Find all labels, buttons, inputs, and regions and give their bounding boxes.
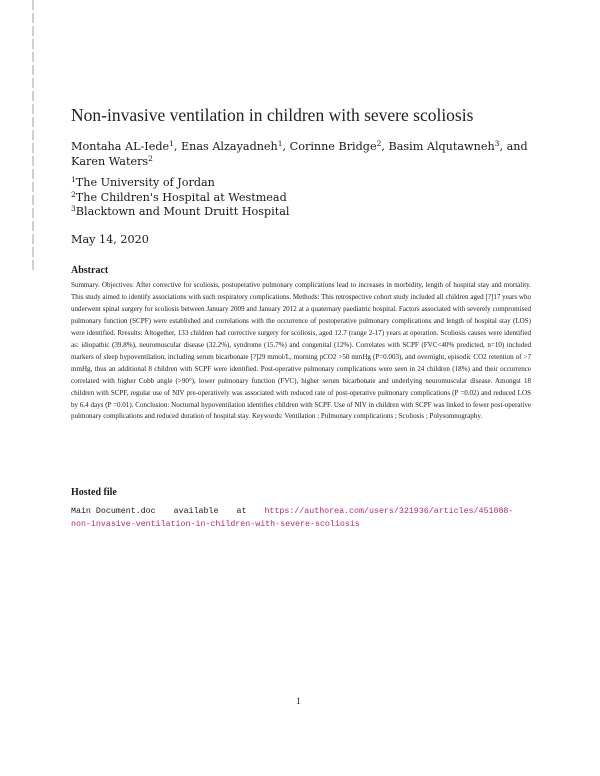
publication-date: May 14, 2020 <box>71 233 149 246</box>
author-affiliation-marker: 2 <box>376 139 382 148</box>
author-name: Basim Alqutawneh <box>388 140 495 153</box>
affiliation-number: 3 <box>71 204 76 213</box>
author-separator: , and <box>499 140 528 153</box>
author-affiliation-marker: 1 <box>169 139 174 148</box>
author-affiliation-marker: 2 <box>148 154 153 163</box>
hosted-file-heading: Hosted file <box>71 487 117 498</box>
author-name: Enas Alzayadneh <box>181 140 278 153</box>
abstract-heading: Abstract <box>71 265 109 276</box>
page-number: 1 <box>296 697 301 707</box>
author-name: Karen Waters <box>71 155 149 168</box>
author-name: Corinne Bridge <box>289 140 377 153</box>
hosted-at-word: at <box>236 507 247 516</box>
affiliation-item <box>71 205 471 220</box>
side-watermark <box>30 0 38 270</box>
affiliation-number: 2 <box>71 189 76 199</box>
affiliation-item <box>71 176 471 191</box>
author-affiliation-marker: 3 <box>494 139 500 148</box>
paper-title: Non-invasive ventilation in children with severe scoliosis <box>71 105 474 125</box>
author-separator: , <box>173 140 182 153</box>
affiliation-text: Blacktown and Mount Druitt Hospital <box>75 205 290 218</box>
affiliation-number: 1 <box>71 175 76 184</box>
affiliation-text: The University of Jordan <box>75 176 215 189</box>
abstract-text: Summary. Objectives: After corrective for scoliosis, postoperative pulmonary complications lead to increases in morbidity, length of hospital stay and mortality. This study aimed to identify associations with such respiratory complications. Methods: This retrospective cohort study included all children aged [?]17 years who underwent spinal surgery for scoliosis between January 2009 and January 2012 at a quaternary paediatric hospital. Factors associated with severely compromised pulmonary function (SCPF) were established and correlations with the occurrence of postoperative pulmonary complications and length of hospital stay (LOS) were identified. Rresults: Altogether, 133 children had corrective surgery for scoliosis, aged 12.7 (range 2-17) years at operation. Scoliosis causes were identified as: idiopathic (39.8%), neuromuscular disease (32.2%), syndrome (15.7%) and congenital (12%). Correlates with SCPF (FVC<40% predicted, n=10) included markers of sleep hypoventilation, including serum bicarbonate [?]29 mmol/L, morning pCO2 >50 mmHg (P=0.003), and overnight, episodic CO2 retention of >7 mmHg, thus an additional 8 children with SCPF were identified. Post-operative pulmonary complications were seen in 24 children (18%) and their occurrence correlated with higher Cobb angle (>90°), lower pulmonary function (FVC), higher serum bicarbonate and underlying neuromuscular disease. Amongst 18 children with SCPF, regular use of NIV pre-operatively was associated with reduced rate of post-operative pulmonary complications (P =0.02) and reduced LOS by 6.4 days (P =0.01). Conclusion: Nocturnal hypoventilation identifies children with SCPF. Use of NIV in children with SCPF was linked to fewer post-operative pulmonary complications and reduced duration of hospital stay. Keywords: Ventilation ; Pulmonary complications ; Scoliosis ; Polysomnography. <box>71 281 531 421</box>
hosted-file-name: Main Document.doc <box>71 507 156 516</box>
hosted-file-line <box>71 505 531 531</box>
affiliation-item <box>71 191 471 206</box>
affiliation-text: The Children's Hospital at Westmead <box>75 190 287 204</box>
hosted-available-word: available <box>173 507 219 516</box>
author-name: Montaha AL-Iede <box>71 140 170 153</box>
author-affiliation-marker: 1 <box>277 139 283 148</box>
hosted-file-link[interactable]: https://authorea.com/users/321936/articles/451088-non-invasive-ventilation-in-children-with-severe-scoliosis <box>71 507 514 529</box>
author-separator: , <box>381 140 389 153</box>
author-separator: , <box>282 140 290 153</box>
author-list <box>71 139 531 169</box>
affiliation-list <box>71 176 471 220</box>
